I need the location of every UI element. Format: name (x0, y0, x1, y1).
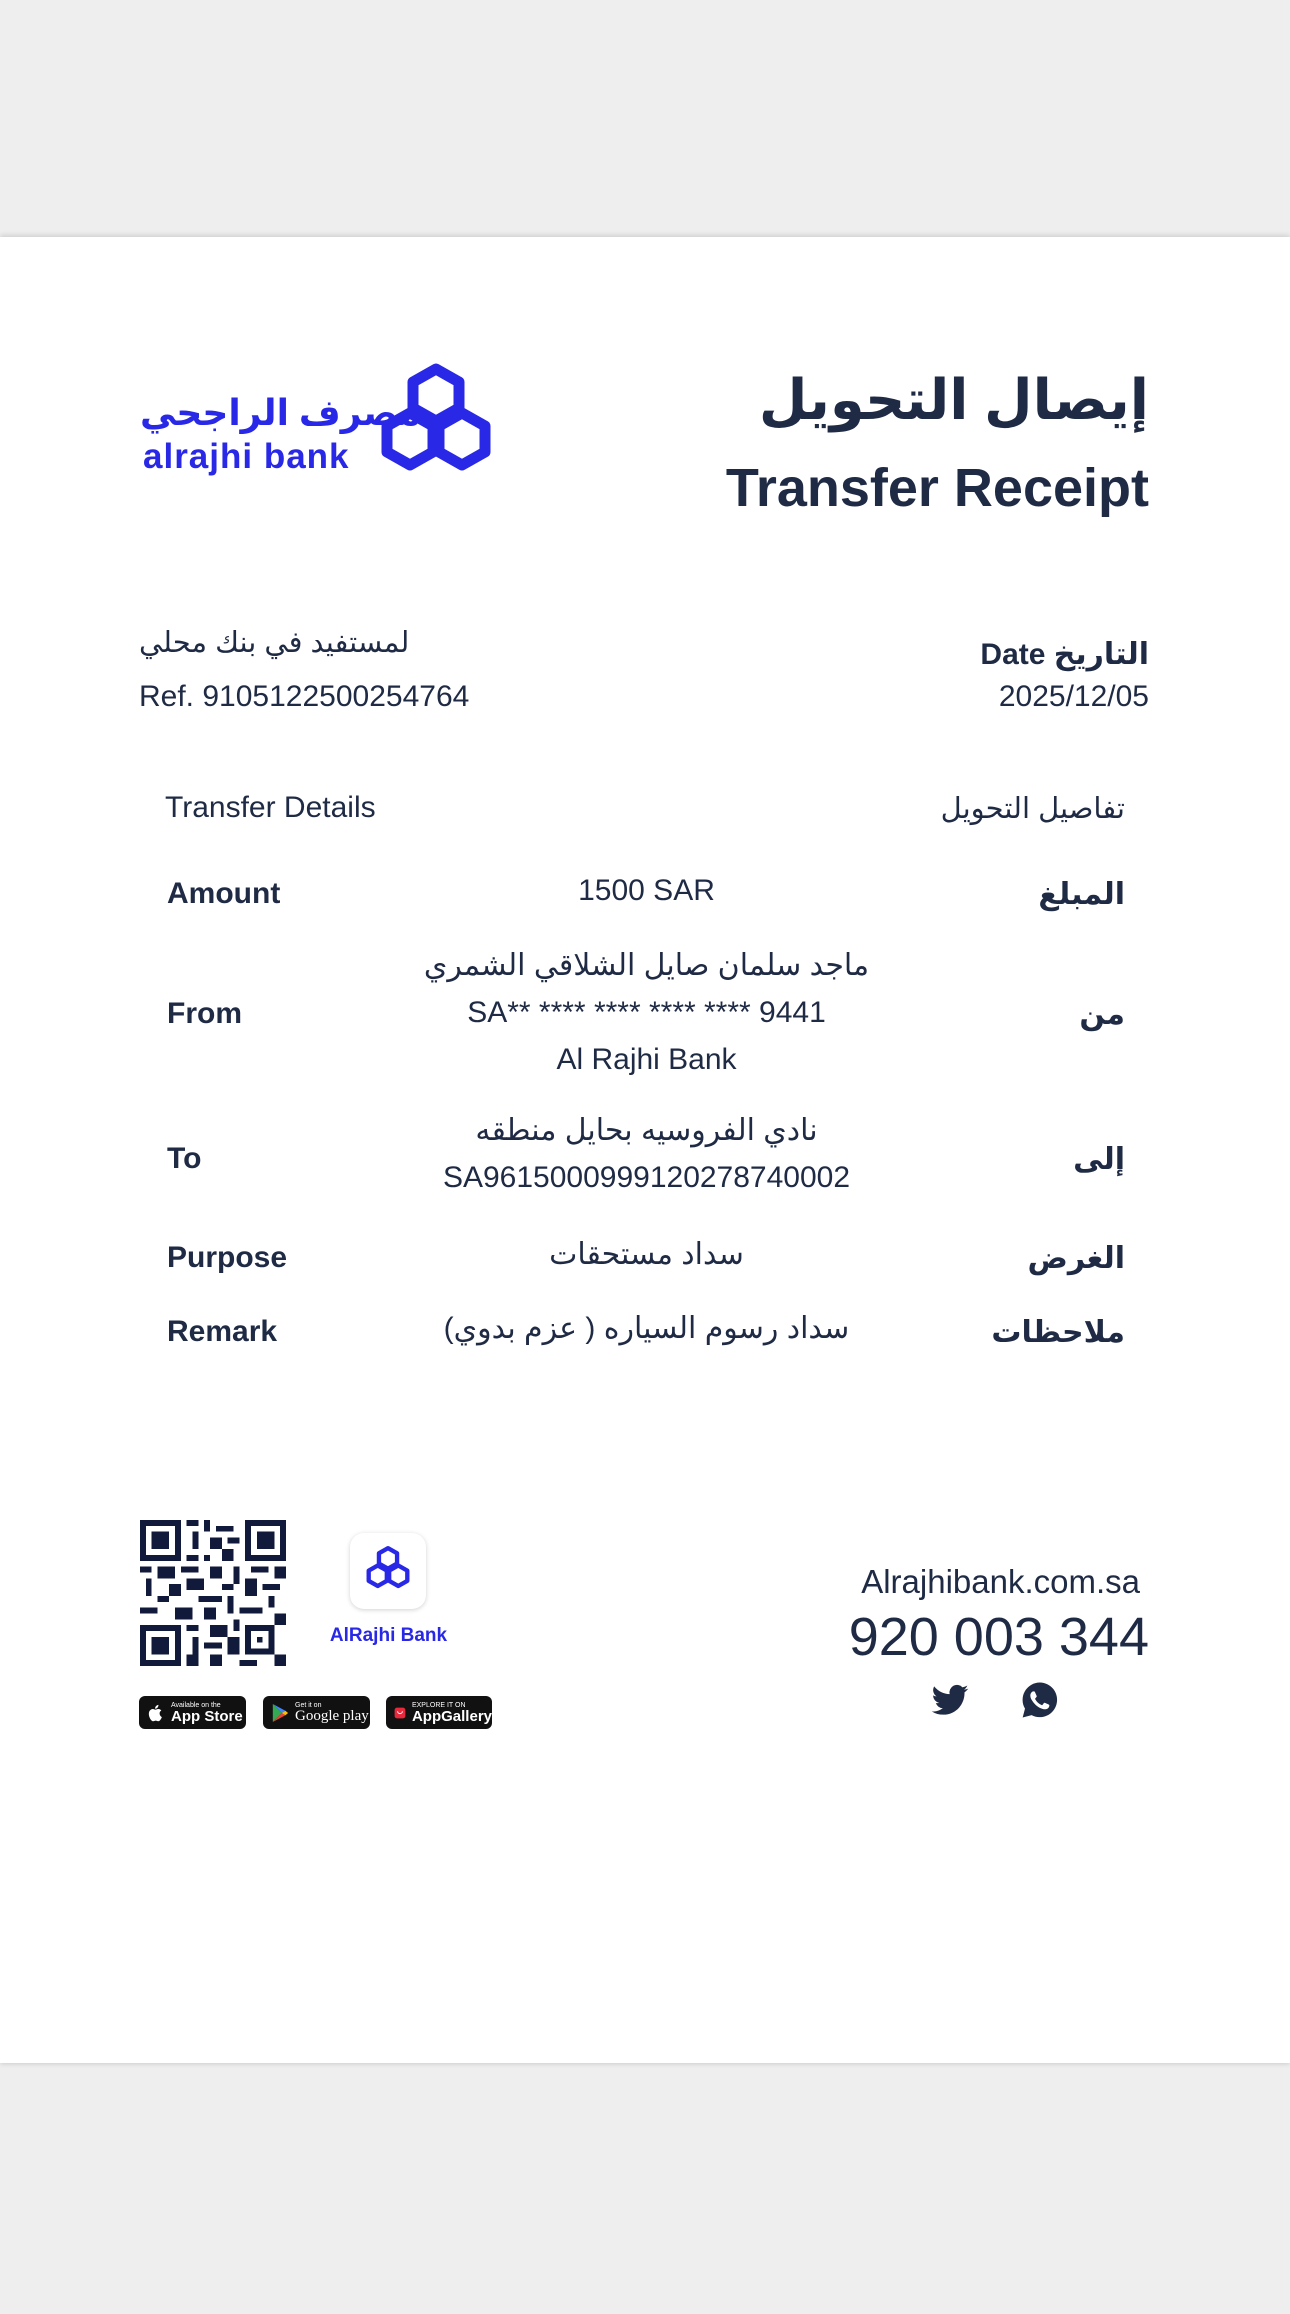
app-store-small-text: Available on the (171, 1701, 221, 1709)
amount-value: 1500 SAR (578, 874, 715, 907)
to-label: To (167, 1142, 202, 1175)
recipient-name: نادي الفروسيه بحايل منطقه (475, 1114, 818, 1147)
recipient-iban: SA9615000999120278740002 (442, 1161, 851, 1194)
phone-number[interactable]: 920 003 344 (848, 1607, 1149, 1667)
qr-code-icon (140, 1520, 286, 1666)
remark-label-arabic: ملاحظات (991, 1316, 1125, 1349)
app-icon[interactable] (350, 1533, 426, 1609)
sender-name: ماجد سلمان صايل الشلاقي الشمري (423, 949, 870, 982)
transfer-details-heading-arabic: تفاصيل التحويل (940, 793, 1125, 825)
twitter-icon[interactable] (930, 1680, 970, 1720)
receipt-title-arabic: إيصال التحويل (758, 368, 1149, 431)
google-play-small-text: Get it on (295, 1701, 322, 1709)
apple-icon (147, 1703, 165, 1723)
bank-logo-mark-icon (368, 361, 504, 493)
reference-number: Ref. 9105122500254764 (139, 680, 470, 713)
amount-label-arabic: المبلغ (1038, 878, 1125, 911)
appgallery-text: AppGallery (411, 1707, 492, 1725)
receipt-title-english: Transfer Receipt (725, 458, 1149, 518)
transfer-details-heading: Transfer Details (165, 791, 376, 824)
google-play-text: Google play (295, 1707, 369, 1724)
sender-bank: Al Rajhi Bank (556, 1043, 737, 1076)
remark-value: سداد رسوم السياره ( عزم بدوي) (443, 1312, 850, 1345)
app-name: AlRajhi Bank (329, 1625, 448, 1646)
app-store-badge[interactable] (139, 1696, 246, 1729)
amount-label: Amount (167, 877, 281, 910)
from-label: From (167, 997, 242, 1030)
bank-logo-arabic-text: مصرف الراجحي (140, 392, 421, 433)
whatsapp-icon[interactable] (1020, 1680, 1060, 1720)
purpose-value: سداد مستحقات (549, 1238, 744, 1271)
to-value (400, 1107, 893, 1201)
purpose-label-arabic: الغرض (1027, 1242, 1125, 1275)
to-label-arabic: إلى (1073, 1143, 1125, 1176)
beneficiary-type: لمستفيد في بنك محلي (139, 627, 410, 659)
google-play-icon (271, 1703, 289, 1723)
sender-account: SA** **** **** **** **** 9441 (467, 996, 826, 1029)
bank-app-logo-icon (361, 1545, 415, 1597)
app-store-text: App Store (171, 1707, 243, 1725)
date-value: 2025/12/05 (998, 680, 1149, 713)
from-value (400, 942, 893, 1083)
date-label: التاريخ Date (980, 638, 1149, 671)
remark-label: Remark (167, 1315, 278, 1348)
bank-logo-english-text: alrajhi bank (143, 437, 350, 476)
huawei-icon (394, 1703, 406, 1723)
appgallery-small-text: EXPLORE IT ON (411, 1701, 466, 1709)
from-label-arabic: من (1079, 998, 1125, 1031)
website-link[interactable]: Alrajhibank.com.sa (861, 1563, 1140, 1600)
google-play-badge[interactable] (263, 1696, 370, 1729)
purpose-label: Purpose (167, 1241, 288, 1274)
receipt-page (0, 237, 1290, 2063)
appgallery-badge[interactable] (386, 1696, 492, 1729)
